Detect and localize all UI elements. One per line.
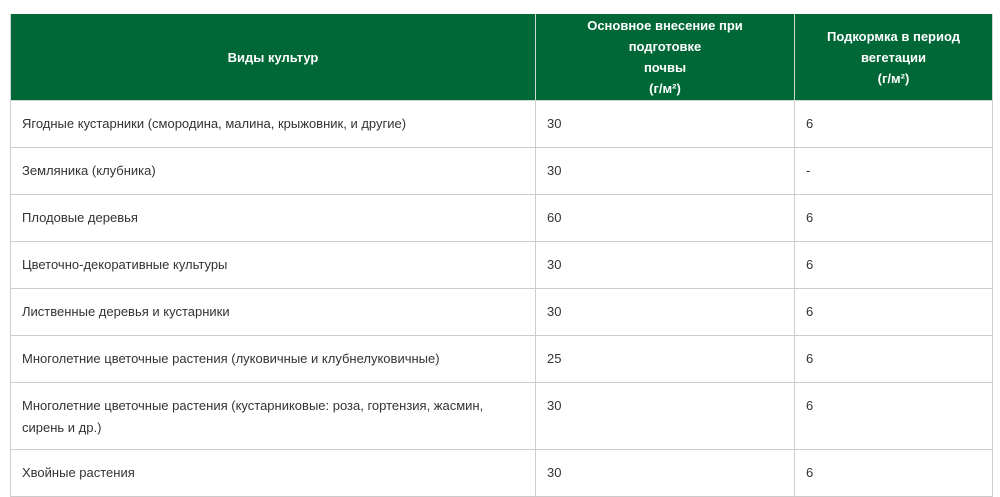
- cell-base-rate: 25: [536, 336, 795, 383]
- header-feed-line-2: вегетации: [860, 49, 927, 65]
- table-row: [11, 289, 993, 336]
- cell-crop: Ягодные кустарники (смородина, малина, крыжовник, и другие): [11, 101, 536, 148]
- cell-feed-rate: 6: [795, 450, 993, 497]
- cell-feed-rate: 6: [795, 289, 993, 336]
- header-crop-types-line: Виды культур: [227, 49, 319, 65]
- table-row: [11, 383, 993, 450]
- table-row: [11, 195, 993, 242]
- table-header: [11, 14, 993, 101]
- cell-crop: Лиственные деревья и кустарники: [11, 289, 536, 336]
- cell-base-rate: 30: [536, 242, 795, 289]
- cell-feed-rate: 6: [795, 195, 993, 242]
- table-row: [11, 101, 993, 148]
- header-feed-line-1: Подкормка в период: [826, 28, 960, 44]
- cell-feed-rate: -: [795, 148, 993, 195]
- header-base-line-2: почвы: [643, 60, 687, 75]
- table-body: [11, 101, 993, 497]
- cell-crop: Цветочно-декоративные культуры: [11, 242, 536, 289]
- cell-crop: Многолетние цветочные растения (луковичные и клубнелуковичные): [11, 336, 536, 383]
- header-crop-types: [11, 14, 536, 101]
- header-base-unit: (г/м²): [649, 81, 681, 96]
- cell-crop: Плодовые деревья: [11, 195, 536, 242]
- table-row: [11, 336, 993, 383]
- cell-feed-rate: 6: [795, 336, 993, 383]
- cell-crop: Земляника (клубника): [11, 148, 536, 195]
- cell-feed-rate: 6: [795, 383, 993, 450]
- header-base-line-1: Основное внесение при подготовке: [587, 18, 743, 54]
- fertilizer-table-container: [10, 14, 992, 497]
- cell-base-rate: 60: [536, 195, 795, 242]
- cell-base-rate: 30: [536, 101, 795, 148]
- table-row: [11, 450, 993, 497]
- cell-feed-rate: 6: [795, 101, 993, 148]
- header-vegetation-feeding: [795, 14, 993, 101]
- cell-base-rate: 30: [536, 450, 795, 497]
- header-base-application: [536, 14, 795, 101]
- cell-base-rate: 30: [536, 289, 795, 336]
- header-feed-unit: (г/м²): [877, 70, 910, 86]
- cell-crop: Хвойные растения: [11, 450, 536, 497]
- table-row: [11, 148, 993, 195]
- header-row: [11, 14, 993, 101]
- fertilizer-rates-table: [10, 14, 993, 497]
- cell-base-rate: 30: [536, 383, 795, 450]
- cell-feed-rate: 6: [795, 242, 993, 289]
- cell-crop: Многолетние цветочные растения (кустарниковые: роза, гортензия, жасмин, сирень и др.): [11, 383, 536, 450]
- cell-base-rate: 30: [536, 148, 795, 195]
- table-row: [11, 242, 993, 289]
